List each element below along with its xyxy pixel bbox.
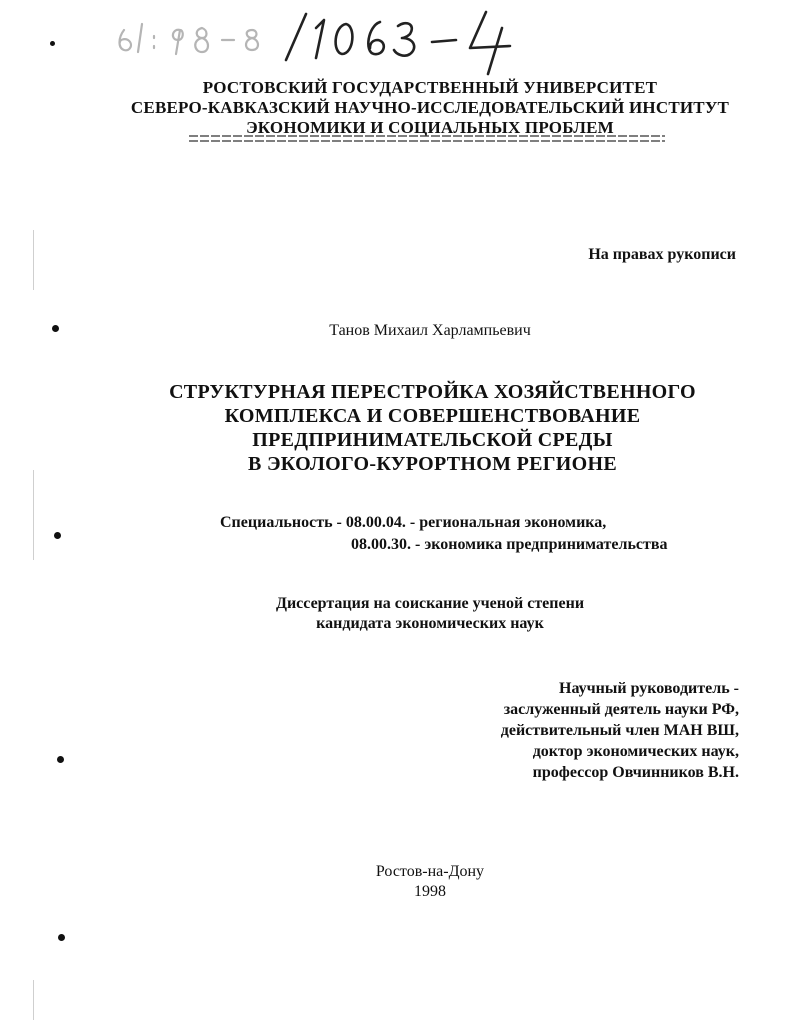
scan-dot (50, 41, 55, 46)
title-line: ПРЕДПРИНИМАТЕЛЬСКОЙ СРЕДЫ (252, 429, 613, 451)
punch-hole (57, 756, 64, 763)
title-line: СТРУКТУРНАЯ ПЕРЕСТРОЙКА ХОЗЯЙСТВЕННОГО (169, 381, 696, 403)
scan-edge-line (33, 980, 34, 1020)
specialty-line-secondary: 08.00.30. - экономика предпринимательства (351, 536, 668, 553)
title-line: КОМПЛЕКСА И СОВЕРШЕНСТВОВАНИЕ (224, 405, 641, 427)
supervisor-name: профессор Овчинников В.Н. (532, 764, 739, 781)
scientific-supervisor-block (501, 678, 739, 783)
degree-line: кандидата экономических наук (316, 615, 544, 632)
punch-hole (52, 325, 59, 332)
punch-hole (54, 532, 61, 539)
supervisor-degree: доктор экономических наук, (532, 743, 739, 760)
scan-edge-line (33, 470, 34, 560)
author-name: Танов Михаил Харлампьевич (329, 322, 531, 339)
scan-edge-line (33, 230, 34, 290)
institution-line-university: РОСТОВСКИЙ ГОСУДАРСТВЕННЫЙ УНИВЕРСИТЕТ (202, 78, 658, 97)
institution-line-research-institute: СЕВЕРО-КАВКАЗСКИЙ НАУЧНО-ИССЛЕДОВАТЕЛЬСКИЙ ИНСТИТУТ (130, 98, 730, 117)
supervisor-heading: Научный руководитель - (559, 680, 739, 697)
title-line: В ЭКОЛОГО-КУРОРТНОМ РЕГИОНЕ (248, 453, 617, 475)
degree-statement (180, 594, 680, 634)
header-double-rule (189, 132, 665, 144)
place-and-year (330, 862, 530, 902)
supervisor-membership: действительный член МАН ВШ, (500, 722, 739, 739)
institution-line-department: ЭКОНОМИКИ И СОЦИАЛЬНЫХ ПРОБЛЕМ (246, 118, 614, 137)
city: Ростов-на-Дону (375, 863, 485, 880)
manuscript-rights-note: На правах рукописи (588, 246, 736, 263)
degree-line: Диссертация на соискание ученой степени (275, 595, 585, 612)
specialty-line-primary: Специальность - 08.00.04. - региональная экономика, (220, 514, 607, 531)
dissertation-title (100, 380, 765, 476)
punch-hole (58, 934, 65, 941)
supervisor-title: заслуженный деятель науки РФ, (503, 701, 739, 718)
institution-header (90, 78, 770, 138)
year: 1998 (414, 883, 446, 900)
handwritten-registration-number (110, 8, 530, 78)
